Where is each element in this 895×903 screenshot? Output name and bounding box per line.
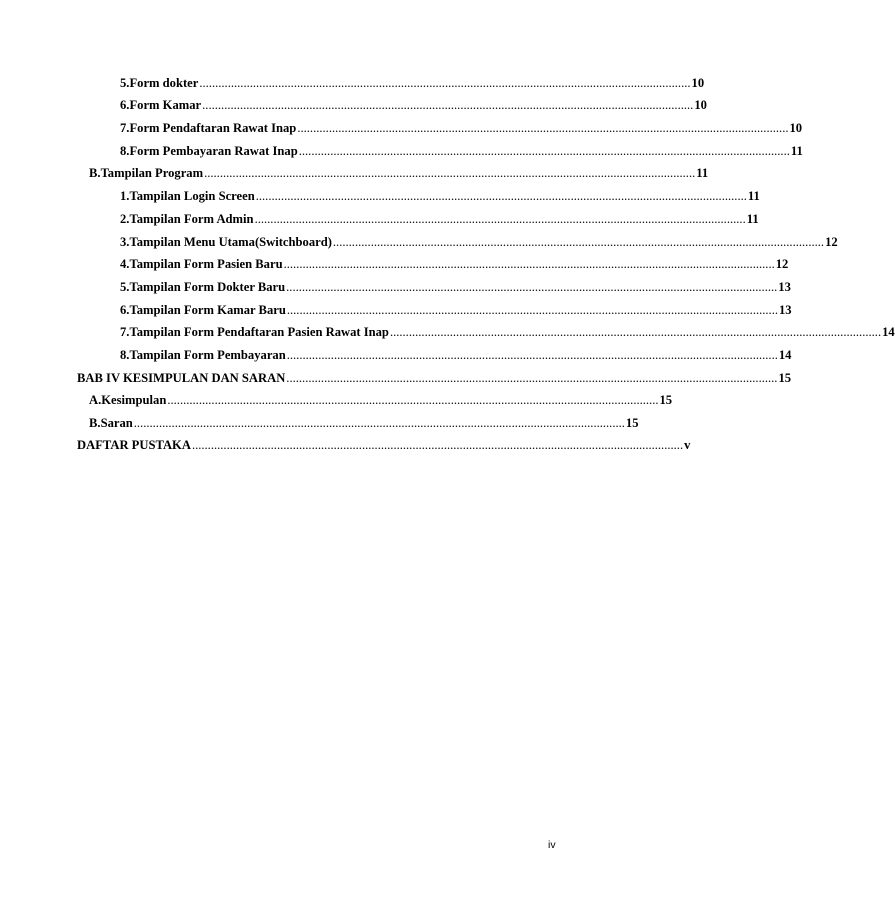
toc-entry-page: 12 xyxy=(775,257,789,271)
toc-entry-number: 1. xyxy=(120,189,130,203)
toc-entry-number: 5. xyxy=(120,76,130,90)
toc-entry-page: 10 xyxy=(694,98,707,112)
toc-entry-title: Tampilan Form Pembayaran xyxy=(129,348,286,362)
toc-entry xyxy=(120,208,759,226)
toc-entry-number: 6. xyxy=(120,303,130,317)
toc-entry-page: 11 xyxy=(696,166,709,180)
toc-entry-page: 11 xyxy=(790,144,803,158)
toc-dot-leader: ............................................................................................................................................................ xyxy=(199,76,691,90)
toc-entry xyxy=(120,72,705,90)
toc-entry xyxy=(120,94,707,112)
toc-entry-number: A. xyxy=(89,393,102,407)
toc-entry-number: 8. xyxy=(120,144,130,158)
toc-dot-leader: ............................................................................................................................................................ xyxy=(389,325,882,339)
toc-entry xyxy=(120,231,838,249)
toc-dot-leader: ............................................................................................................................................................ xyxy=(255,189,747,203)
toc-entry xyxy=(120,321,895,339)
toc-entry-number: 2. xyxy=(120,212,130,226)
toc-entry-page: 10 xyxy=(789,121,803,135)
toc-entry-page: 15 xyxy=(625,416,639,430)
toc-entry-title: Form Kamar xyxy=(129,98,202,112)
toc-dot-leader: ............................................................................................................................................................ xyxy=(286,371,778,385)
toc-entry-page: 11 xyxy=(746,212,759,226)
toc-entry-number: 4. xyxy=(120,257,130,271)
toc-entry-page: 15 xyxy=(659,393,673,407)
toc-entry xyxy=(120,140,803,158)
toc-entry-page: 11 xyxy=(747,189,760,203)
toc-entry xyxy=(120,344,792,362)
page-number: iv xyxy=(548,839,556,851)
toc-entry-title: Tampilan Form Pasien Baru xyxy=(129,257,283,271)
toc-dot-leader: ............................................................................................................................................................ xyxy=(204,166,696,180)
toc-dot-leader: ............................................................................................................................................................ xyxy=(286,280,778,294)
toc-entry-title: BAB IV KESIMPULAN DAN SARAN xyxy=(77,371,286,385)
toc-entry-number: 5. xyxy=(120,280,130,294)
toc-entry-title: Tampilan Form Kamar Baru xyxy=(129,303,286,317)
toc-entry-title: Form Pembayaran Rawat Inap xyxy=(129,144,298,158)
toc-dot-leader: ............................................................................................................................................................ xyxy=(286,348,778,362)
toc-entry-page: 15 xyxy=(778,371,792,385)
toc-dot-leader: ............................................................................................................................................................ xyxy=(167,393,659,407)
toc-entry-page: 14 xyxy=(778,348,792,362)
toc-entry-number: 8. xyxy=(120,348,130,362)
toc-entry xyxy=(89,412,639,430)
toc-dot-leader: ............................................................................................................................................................ xyxy=(298,144,790,158)
toc-entry-title: Tampilan Login Screen xyxy=(129,189,255,203)
toc-entry-title: Tampilan Form Pendaftaran Pasien Rawat Inap xyxy=(129,325,389,339)
toc-entry-title: Tampilan Form Admin xyxy=(129,212,254,226)
toc-dot-leader: ............................................................................................................................................................ xyxy=(133,416,625,430)
toc-dot-leader: ............................................................................................................................................................ xyxy=(332,235,825,249)
toc-entry-page: 10 xyxy=(691,76,705,90)
toc-entry-title: DAFTAR PUSTAKA xyxy=(77,438,191,452)
toc-entry-page: 13 xyxy=(779,303,792,317)
toc-entry xyxy=(120,117,803,135)
toc-entry-number: B. xyxy=(89,416,101,430)
toc-dot-leader: ............................................................................................................................................................ xyxy=(254,212,746,226)
toc-entry xyxy=(77,434,691,452)
toc-entry-number: 7. xyxy=(120,325,130,339)
toc-entry xyxy=(120,276,791,294)
toc-entry-title: Tampilan Form Dokter Baru xyxy=(129,280,286,294)
toc-dot-leader: ............................................................................................................................................................ xyxy=(202,98,694,112)
toc-entry-title: Tampilan Menu Utama(Switchboard) xyxy=(129,235,332,249)
toc-entry-number: 3. xyxy=(120,235,130,249)
toc-dot-leader: ............................................................................................................................................................ xyxy=(283,257,775,271)
toc-entry-title: Form dokter xyxy=(129,76,199,90)
toc-entry-number: B. xyxy=(89,166,101,180)
toc-entry-page: 13 xyxy=(778,280,791,294)
toc-entry xyxy=(120,253,789,271)
toc-dot-leader: ............................................................................................................................................................ xyxy=(191,438,684,452)
toc-entry-page: 12 xyxy=(825,235,838,249)
toc-entry xyxy=(89,389,673,407)
toc-entry xyxy=(89,162,709,180)
toc-entry xyxy=(77,367,792,385)
toc-entry-title: Saran xyxy=(100,416,133,430)
toc-entry-number: 6. xyxy=(120,98,130,112)
toc-entry xyxy=(120,185,760,203)
toc-entry xyxy=(120,299,792,317)
toc-entry-title: Kesimpulan xyxy=(101,393,167,407)
toc-entry-page: v xyxy=(684,438,691,452)
toc-entry-page: 14 xyxy=(882,325,895,339)
toc-entry-title: Form Pendaftaran Rawat Inap xyxy=(129,121,297,135)
toc-dot-leader: ............................................................................................................................................................ xyxy=(297,121,789,135)
toc-entry-number: 7. xyxy=(120,121,130,135)
toc-entry-title: Tampilan Program xyxy=(100,166,204,180)
toc-dot-leader: ............................................................................................................................................................ xyxy=(286,303,778,317)
